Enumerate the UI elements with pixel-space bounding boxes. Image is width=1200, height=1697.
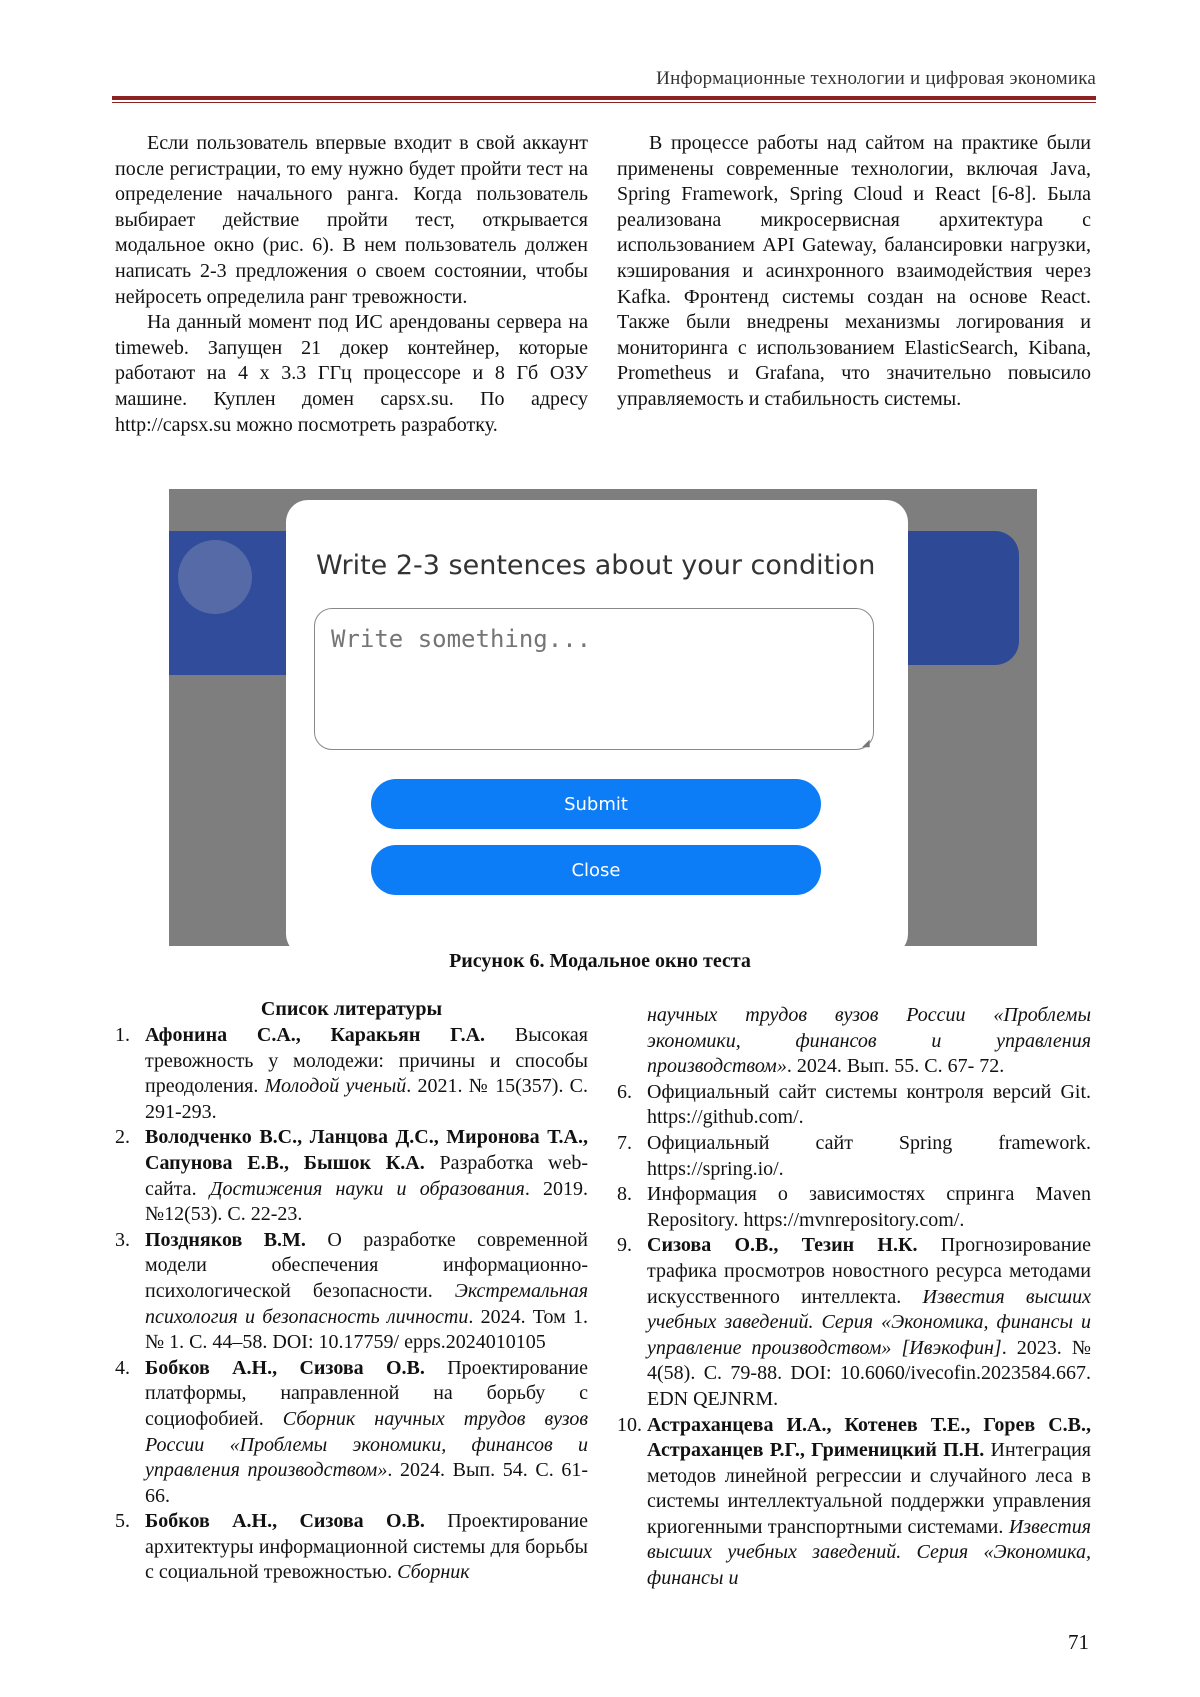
references-right — [617, 1003, 1091, 1592]
reference-item: 8. Информация о зависимостях спринга Maven Repository. https://mvnrepository.com/. — [617, 1183, 1091, 1231]
reference-item: 6. Официальный сайт системы контроля версий Git. https://github.com/. — [617, 1080, 1091, 1129]
avatar-placeholder — [178, 540, 252, 614]
header-rule-thick — [112, 96, 1096, 100]
running-header: Информационные технологии и цифровая экономика — [656, 68, 1096, 89]
reference-item-continued: научных трудов вузов России «Проблемы экономики, финансов и управления производством». 2024. Вып. 55. С. 67- 72. — [647, 1004, 1091, 1078]
paragraph: В процессе работы над сайтом на практике были применены современные технологии, включая Java, Spring Framework, Spring Cloud и React [6-8]. Была реализована микросервисная архитектура с использованием API Gateway, балансировки нагрузки, кэширования и асинхронного взаимодействия через Kafka. Фронтенд системы создан на основе React. Также были внедрены механизмы логирования и мониторинга с использованием ElasticSearch, Kibana, Prometheus и Grafana, что значительно повысило управляемость и стабильность системы. — [617, 132, 1091, 410]
body-column-right — [617, 131, 1091, 413]
references-left — [115, 1023, 588, 1586]
reference-item: 3. Поздняков В.М. О разработке современной модели обеспечения информационно-психологической безопасности. Экстремальная психология и безопасность личности. 2024. Том 1. № 1. С. 44–58. DOI: 10.17759/ epps.2024010105 — [115, 1228, 588, 1354]
condition-textarea[interactable] — [314, 608, 874, 750]
page-number: 71 — [1068, 1630, 1089, 1654]
body-column-left — [115, 131, 588, 438]
close-button[interactable]: Close — [371, 845, 821, 895]
modal-title: Write 2-3 sentences about your condition — [316, 550, 876, 581]
paragraph: На данный момент под ИС арендованы сервера на timeweb. Запущен 21 докер контейнер, которые работают на 4 x 3.3 ГГц процессоре и 8 Гб ОЗУ машине. Куплен домен capsx.su. По адресу http://capsx.su можно посмотреть разработку. — [115, 311, 588, 436]
figure-screenshot — [169, 489, 1037, 946]
header-rule-thin — [112, 102, 1096, 103]
reference-item: 7. Официальный сайт Spring framework. https://spring.io/. — [617, 1131, 1091, 1180]
reference-item: 1. Афонина С.А., Каракьян Г.А. Высокая тревожность у молодежи: причины и способы преодоления. Молодой ученый. 2021. № 15(357). С. 291-293. — [115, 1024, 588, 1123]
submit-button[interactable]: Submit — [371, 779, 821, 829]
resize-grip-icon[interactable]: ◢ — [862, 738, 870, 749]
reference-item: 9. Сизова О.В., Тезин Н.К. Прогнозирование трафика просмотров новостного ресурса методами искусственного интеллекта. Известия высших учебных заведений. Серия «Экономика, финансы и управление производством» [Ивэкофин]. 2023. № 4(58). С. 79-88. DOI: 10.6060/ivecofin.2023584.667. EDN QEJNRM. — [617, 1234, 1091, 1410]
reference-item: 4. Бобков А.Н., Сизова О.В. Проектирование платформы, направленной на борьбу с социофобией. Сборник научных трудов вузов России «Проблемы экономики, финансов и управления производством». 2024. Вып. 54. С. 61- 66. — [115, 1356, 589, 1507]
reference-item: 10. Астраханцева И.А., Котенев Т.Е., Горев С.В., Астраханцев Р.Г., Гримeницкий П.Н. Интеграция методов линейной регрессии и случайного леса в системы интеллектуальной поддержки управления криогенными транспортными системами. Известия высших учебных заведений. Серия «Экономика, финансы и — [617, 1413, 1091, 1590]
references-title: Список литературы — [260, 998, 443, 1020]
figure-caption: Рисунок 6. Модальное окно теста — [449, 950, 751, 972]
test-modal — [286, 500, 908, 946]
reference-item: 5. Бобков А.Н., Сизова О.В. Проектирование архитектуры информационной системы для борьбы с социальной тревожностью. Сборник — [115, 1510, 588, 1584]
reference-item: 2. Володченко В.С., Ланцова Д.С., Миронова Т.А., Сапунова Е.В., Бышок К.А. Разработка web-сайта. Достижения науки и образования. 2019. №12(53). С. 22-23. — [115, 1126, 589, 1226]
paragraph: Если пользователь впервые входит в свой аккаунт после регистрации, то ему нужно будет пройти тест на определение начального ранга. Когда пользователь выбирает действие пройти тест, открывается модальное окно (рис. 6). В нем пользователь должен написать 2-3 предложения о своем состоянии, чтобы нейросеть определила ранг тревожности. — [115, 132, 588, 308]
